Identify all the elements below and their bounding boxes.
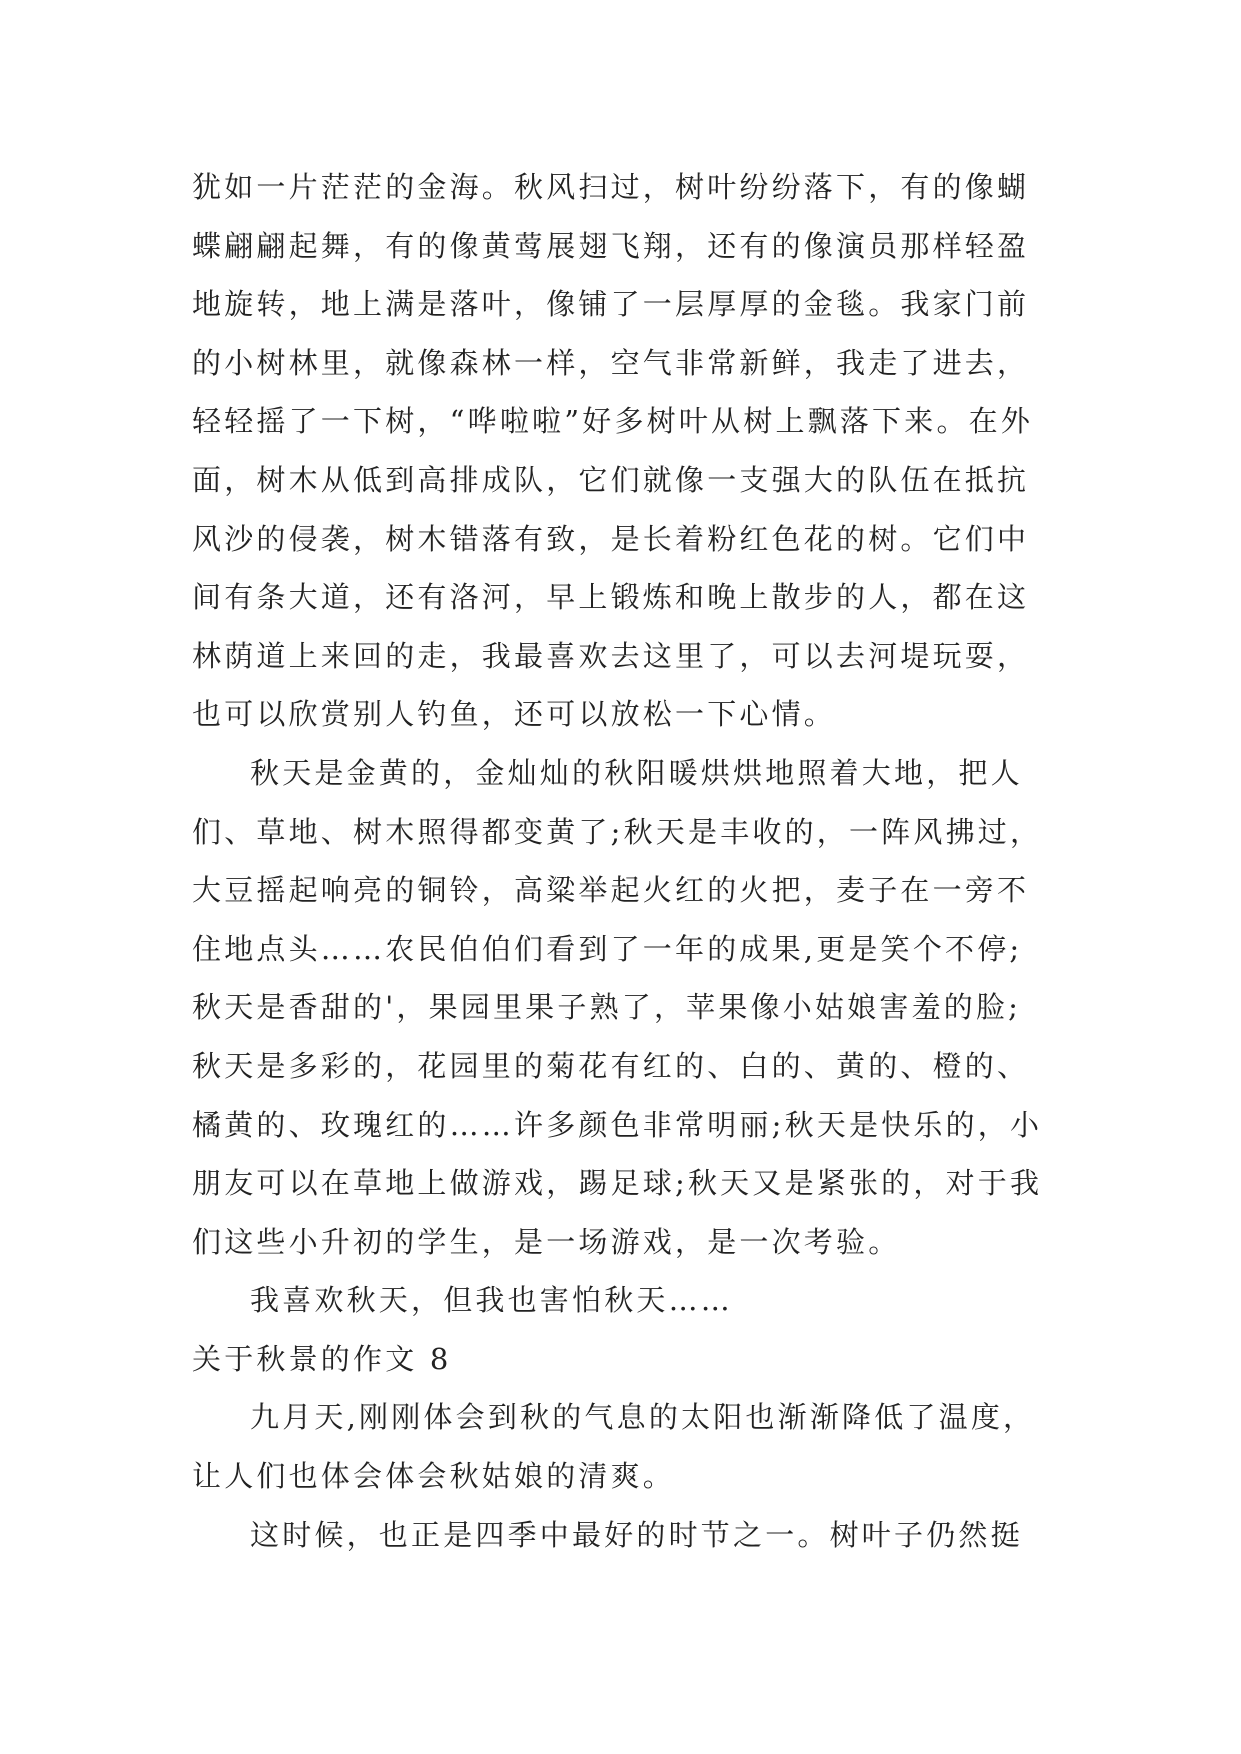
essay-heading: 关于秋景的作文 8 — [192, 1341, 452, 1376]
document-body — [192, 158, 1052, 1564]
paragraph-like-autumn: 我喜欢秋天，但我也害怕秋天…… — [250, 1283, 734, 1318]
paragraph-best-season: 这时候，也正是四季中最好的时节之一。树叶子仍然挺 — [250, 1517, 1023, 1552]
paragraph-autumn-forest: 犹如一片茫茫的金海。秋风扫过，树叶纷纷落下，有的像蝴蝶翩翩起舞，有的像黄莺展翅飞翔，还有的像演员那样轻盈地旋转，地上满是落叶，像铺了一层厚厚的金毯。我家门前的小树林里，就像森林一样，空气非常新鲜，我走了进去，轻轻摇了一下树，“哗啦啦”好多树叶从树上飘落下来。在外面，树木从低到高排成队，它们就像一支强大的队伍在抵抗风沙的侵袭，树木错落有致，是长着粉红色花的树。它们中间有条大道，还有洛河，早上锻炼和晚上散步的人，都在这林荫道上来回的走，我最喜欢去这里了，可以去河堤玩耍，也可以欣赏别人钓鱼，还可以放松一下心情。 — [192, 170, 1034, 732]
paragraph-autumn-colors: 秋天是金黄的，金灿灿的秋阳暖烘烘地照着大地，把人们、草地、树木照得都变黄了;秋天是丰收的，一阵风拂过，大豆摇起响亮的铜铃，高粱举起火红的火把，麦子在一旁不住地点头……农民伯伯们看到了一年的成果,更是笑个不停;秋天是香甜的'，果园里果子熟了，苹果像小姑娘害羞的脸;秋天是多彩的，花园里的菊花有红的、白的、黄的、橙的、橘黄的、玫瑰红的……许多颜色非常明丽;秋天是快乐的，小朋友可以在草地上做游戏，踢足球;秋天又是紧张的，对于我们这些小升初的学生，是一场游戏，是一次考验。 — [192, 755, 1043, 1259]
paragraph-september: 九月天,刚刚体会到秋的气息的太阳也渐渐降低了温度，让人们也体会体会秋姑娘的清爽。 — [192, 1400, 1036, 1494]
